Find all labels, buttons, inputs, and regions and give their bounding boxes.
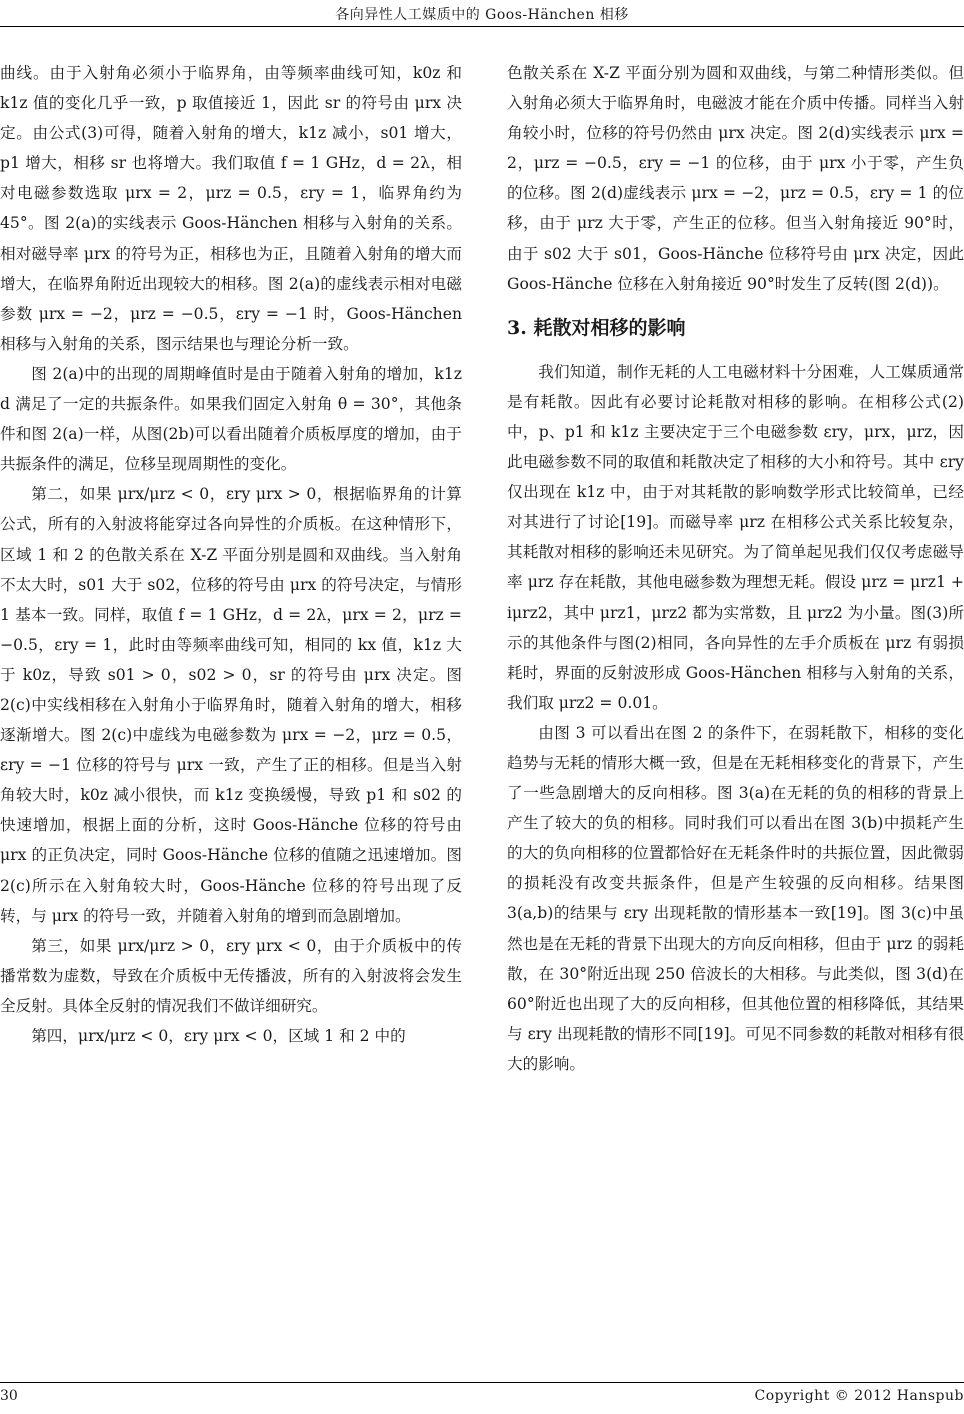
header-divider [0,26,964,27]
paragraph: 由图 3 可以看出在图 2 的条件下，在弱耗散下，相移的变化趋势与无耗的情形大概一致，但是在无耗相移变化的背景下，产生了一些急剧增大的反向相移。图 3(a)在无耗的负的相移的背景上产生了较大的负的相移。同时我们可以看出在图 3(b)中损耗产生的大的负向相移的位置都恰好在无耗条件时的共振位置，因此微弱的损耗没有改变共振条件，但是产生较强的反向相移。结果图 3(a,b)的结果与 εry 出现耗散的情形基本一致[19]。图 3(c)中虽然也是在无耗的背景下出现大的方向反向相移，但由于 μrz 的弱耗散，在 30°附近出现 250 倍波长的大相移。与此类似，图 3(d)在 60°附近也出现了大的反向相移，但其他位置的相移降低，其结果与 εry 出现耗散的情形不同[19]。可见不同参数的耗散对相移有很大的影响。 [507,723,964,1073]
section-heading: 3. 耗散对相移的影响 [507,316,686,339]
page-number: 30 [0,1388,18,1404]
paragraph: 曲线。由于入射角必须小于临界角，由等频率曲线可知，k0z 和 k1z 值的变化几乎一致，p 取值接近 1，因此 sr 的符号由 μrx 决定。由公式(3)可得，随着入射角的增大，k1z 减小，s01 增大，p1 增大，相移 sr 也将增大。我们取值 f = 1 GHz，d = 2λ，相对电磁参数选取 μrx = 2，μrz = 0.5，εry = 1，临界角约为 45°。图 2(a)的实线表示 Goos-Hänchen 相移与入射角的关系。相对磁导率 μrx 的符号为正，相移也为正，且随着入射角的增大而增大，在临界角附近出现较大的相移。图 2(a)的虚线表示相对电磁参数 μrx = −2，μrz = −0.5，εry = −1 时，Goos-Hänchen 相移与入射角的关系，图示结果也与理论分析一致。 [0,64,462,353]
paragraph: 第二，如果 μrx/μrz < 0，εry μrx > 0，根据临界角的计算公式，所有的入射波将能穿过各向异性的介质板。在这种情形下，区域 1 和 2 的色散关系在 X-Z 平面分别是圆和双曲线。当入射角不太大时，s01 大于 s02，位移的符号由 μrx 的符号决定，与情形 1 基本一致。同样，取值 f = 1 GHz，d = 2λ，μrx = 2，μrz = −0.5，εry = 1，此时由等频率曲线可知，相同的 kx 值，k1z 大于 k0z，导致 s01 > 0，s02 > 0，sr 的符号由 μrx 决定。图 2(c)中实线相移在入射角小于临界角时，随着入射角的增大，相移逐渐增大。图 2(c)中虚线为电磁参数为 μrx = −2，μrz = 0.5，εry = −1 位移的符号与 μrx 一致，产生了正的相移。但是当入射角较大时，k0z 减小很快，而 k1z 变换缓慢，导致 p1 和 s02 的快速增加，根据上面的分析，这时 Goos-Hänche 位移的符号由 μrx 的正负决定，同时 Goos-Hänche 位移的值随之迅速增加。图 2(c)所示在入射角较大时，Goos-Hänche 位移的符号出现了反转，与 μrx 的符号一致，并随着入射角的增到而急剧增加。 [0,485,462,925]
paragraph: 色散关系在 X-Z 平面分别为圆和双曲线，与第二种情形类似。但入射角必须大于临界角时，电磁波才能在介质中传播。同样当入射角较小时，位移的符号仍然由 μrx 决定。图 2(d)实线表示 μrx = 2，μrz = −0.5，εry = −1 的位移，由于 μrx 小于零，产生负的位移。图 2(d)虚线表示 μrx = −2，μrz = 0.5，εry = 1 的位移，由于 μrz 大于零，产生正的位移。但当入射角接近 90°时，由于 s02 大于 s01，Goos-Hänche 位移符号由 μrx 决定，因此 Goos-Hänche 位移在入射角接近 90°时发生了反转(图 2(d))。 [507,64,964,293]
paragraph: 第四，μrx/μrz < 0，εry μrx < 0，区域 1 和 2 中的 [31,1027,406,1045]
left-column [0,58,462,1051]
right-column [507,58,964,1079]
paragraph: 图 2(a)中的出现的周期峰值时是由于随着入射角的增加，k1z d 满足了一定的共振条件。如果我们固定入射角 θ = 30°，其他条件和图 2(a)一样，从图(2b)可以看出随着介质板厚度的增加，由于共振条件的满足，位移呈现周期性的变化。 [0,364,462,474]
paragraph: 第三，如果 μrx/μrz > 0，εry μrx < 0，由于介质板中的传播常数为虚数，导致在介质板中无传播波，所有的入射波将会发生全反射。具体全反射的情况我们不做详细研究。 [0,936,462,1015]
footer-divider [0,1382,964,1383]
copyright-notice: Copyright © 2012 Hanspub [754,1388,964,1404]
paragraph: 我们知道，制作无耗的人工电磁材料十分困难，人工媒质通常是有耗散。因此有必要讨论耗散对相移的影响。在相移公式(2)中，p、p1 和 k1z 主要决定于三个电磁参数 εry，μrx，μrz，因此电磁参数不同的取值和耗散决定了相移的大小和符号。其中 εry 仅出现在 k1z 中，由于对其耗散的影响数学形式比较简单，已经对其进行了讨论[19]。而磁导率 μrz 在相移公式关系比较复杂，其耗散对相移的影响还未见研究。为了简单起见我们仅仅考虑磁导率 μrz 存在耗散，其他电磁参数为理想无耗。假设 μrz = μrz1 + iμrz2，其中 μrz1，μrz2 都为实常数，且 μrz2 为小量。图(3)所示的其他条件与图(2)相同，各向异性的左手介质板在 μrz 有弱损耗时，界面的反射波形成 Goos-Hänchen 相移与入射角的关系，我们取 μrz2 = 0.01。 [507,362,964,712]
running-header: 各向异性人工媒质中的 Goos-Hänchen 相移 [335,7,629,23]
